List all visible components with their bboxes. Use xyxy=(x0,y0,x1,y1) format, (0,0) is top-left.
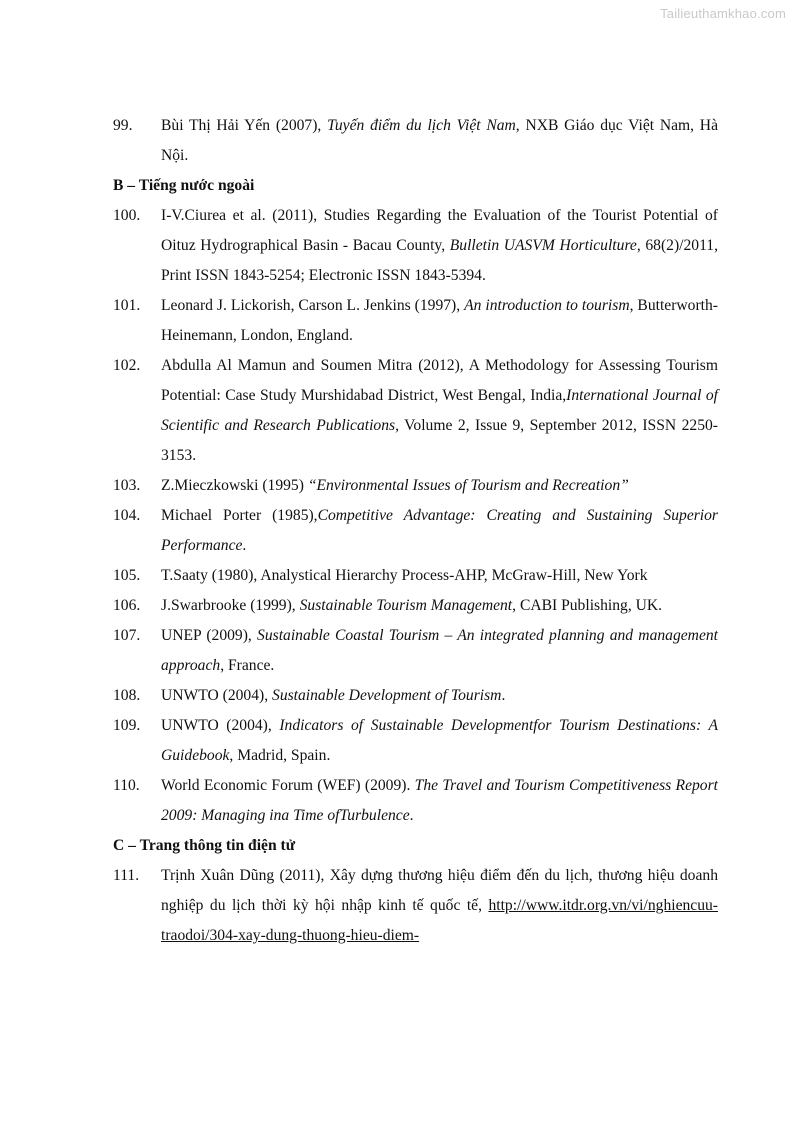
reference-item xyxy=(113,561,718,591)
reference-number: 111. xyxy=(113,867,140,884)
reference-text: T.Saaty (1980), Analystical Hierarchy Process-AHP, McGraw-Hill, New York xyxy=(161,567,648,584)
section-heading-c: C – Trang thông tin điện tử xyxy=(113,837,296,854)
reference-text: Leonard J. Lickorish, Carson L. Jenkins (1997), An introduction to tourism, Butterworth-Heinemann, London, England. xyxy=(161,297,718,344)
reference-text: Trịnh Xuân Dũng (2011), Xây dựng thương hiệu điểm đến du lịch, thương hiệu doanh nghiệp du lịch thời kỳ hội nhập kinh tế quốc tế, http://www.itdr.org.vn/vi/nghiencuu-traodoi/304-xay-dung-thuong-hieu-diem- xyxy=(161,867,718,944)
reference-number: 108. xyxy=(113,687,141,704)
reference-text: Bùi Thị Hải Yến (2007), Tuyến điểm du lịch Việt Nam, NXB Giáo dục Việt Nam, Hà Nội. xyxy=(161,117,718,164)
reference-item xyxy=(113,681,718,711)
reference-number: 106. xyxy=(113,597,141,614)
reference-number: 107. xyxy=(113,627,141,644)
reference-list xyxy=(113,111,718,951)
reference-number: 109. xyxy=(113,717,141,734)
reference-number: 100. xyxy=(113,207,141,224)
reference-text: World Economic Forum (WEF) (2009). The Travel and Tourism Competitiveness Report 2009: Managing ina Time ofTurbulence. xyxy=(161,777,718,824)
reference-item xyxy=(113,591,718,621)
reference-text: J.Swarbrooke (1999), Sustainable Tourism Management, CABI Publishing, UK. xyxy=(161,597,663,614)
reference-number: 105. xyxy=(113,567,141,584)
reference-text: UNEP (2009), Sustainable Coastal Tourism – An integrated planning and management approach, France. xyxy=(161,627,718,674)
reference-number: 104. xyxy=(113,507,141,524)
reference-text: Michael Porter (1985),Competitive Advantage: Creating and Sustaining Superior Performance. xyxy=(161,507,719,554)
reference-number: 101. xyxy=(113,297,141,314)
reference-link[interactable]: http://www.itdr.org.vn/vi/nghiencuu-traodoi/304-xay-dung-thuong-hieu-diem- xyxy=(161,897,718,944)
reference-item xyxy=(113,501,718,561)
reference-number: 102. xyxy=(113,357,141,374)
reference-text: Abdulla Al Mamun and Soumen Mitra (2012), A Methodology for Assessing Tourism Potential: Case Study Murshidabad District, West Bengal, India,International Journal of Scientific and Research Publications, Volume 2, Issue 9, September 2012, ISSN 2250-3153. xyxy=(161,357,719,464)
reference-text: UNWTO (2004), Indicators of Sustainable Developmentfor Tourism Destinations: A Guidebook, Madrid, Spain. xyxy=(161,717,718,764)
reference-number: 103. xyxy=(113,477,141,494)
reference-number: 110. xyxy=(113,777,140,794)
reference-item xyxy=(113,771,718,831)
section-heading-b: B – Tiếng nước ngoài xyxy=(113,177,255,194)
reference-text: I-V.Ciurea et al. (2011), Studies Regarding the Evaluation of the Tourist Potential of Oituz Hydrographical Basin - Bacau County, Bulletin UASVM Horticulture, 68(2)/2011, Print ISSN 1843-5254; Electronic ISSN 1843-5394. xyxy=(161,207,718,284)
reference-item xyxy=(113,621,718,681)
reference-item xyxy=(113,201,718,291)
reference-item xyxy=(113,861,718,951)
reference-item xyxy=(113,471,718,501)
reference-text: Z.Mieczkowski (1995) “Environmental Issues of Tourism and Recreation” xyxy=(161,477,629,494)
reference-text: UNWTO (2004), Sustainable Development of Tourism. xyxy=(161,687,506,704)
reference-item xyxy=(113,711,718,771)
watermark: Tailieuthamkhao.com xyxy=(660,6,786,21)
reference-item xyxy=(113,291,718,351)
reference-item xyxy=(113,351,718,471)
reference-number: 99. xyxy=(113,117,133,134)
reference-item xyxy=(113,111,718,171)
